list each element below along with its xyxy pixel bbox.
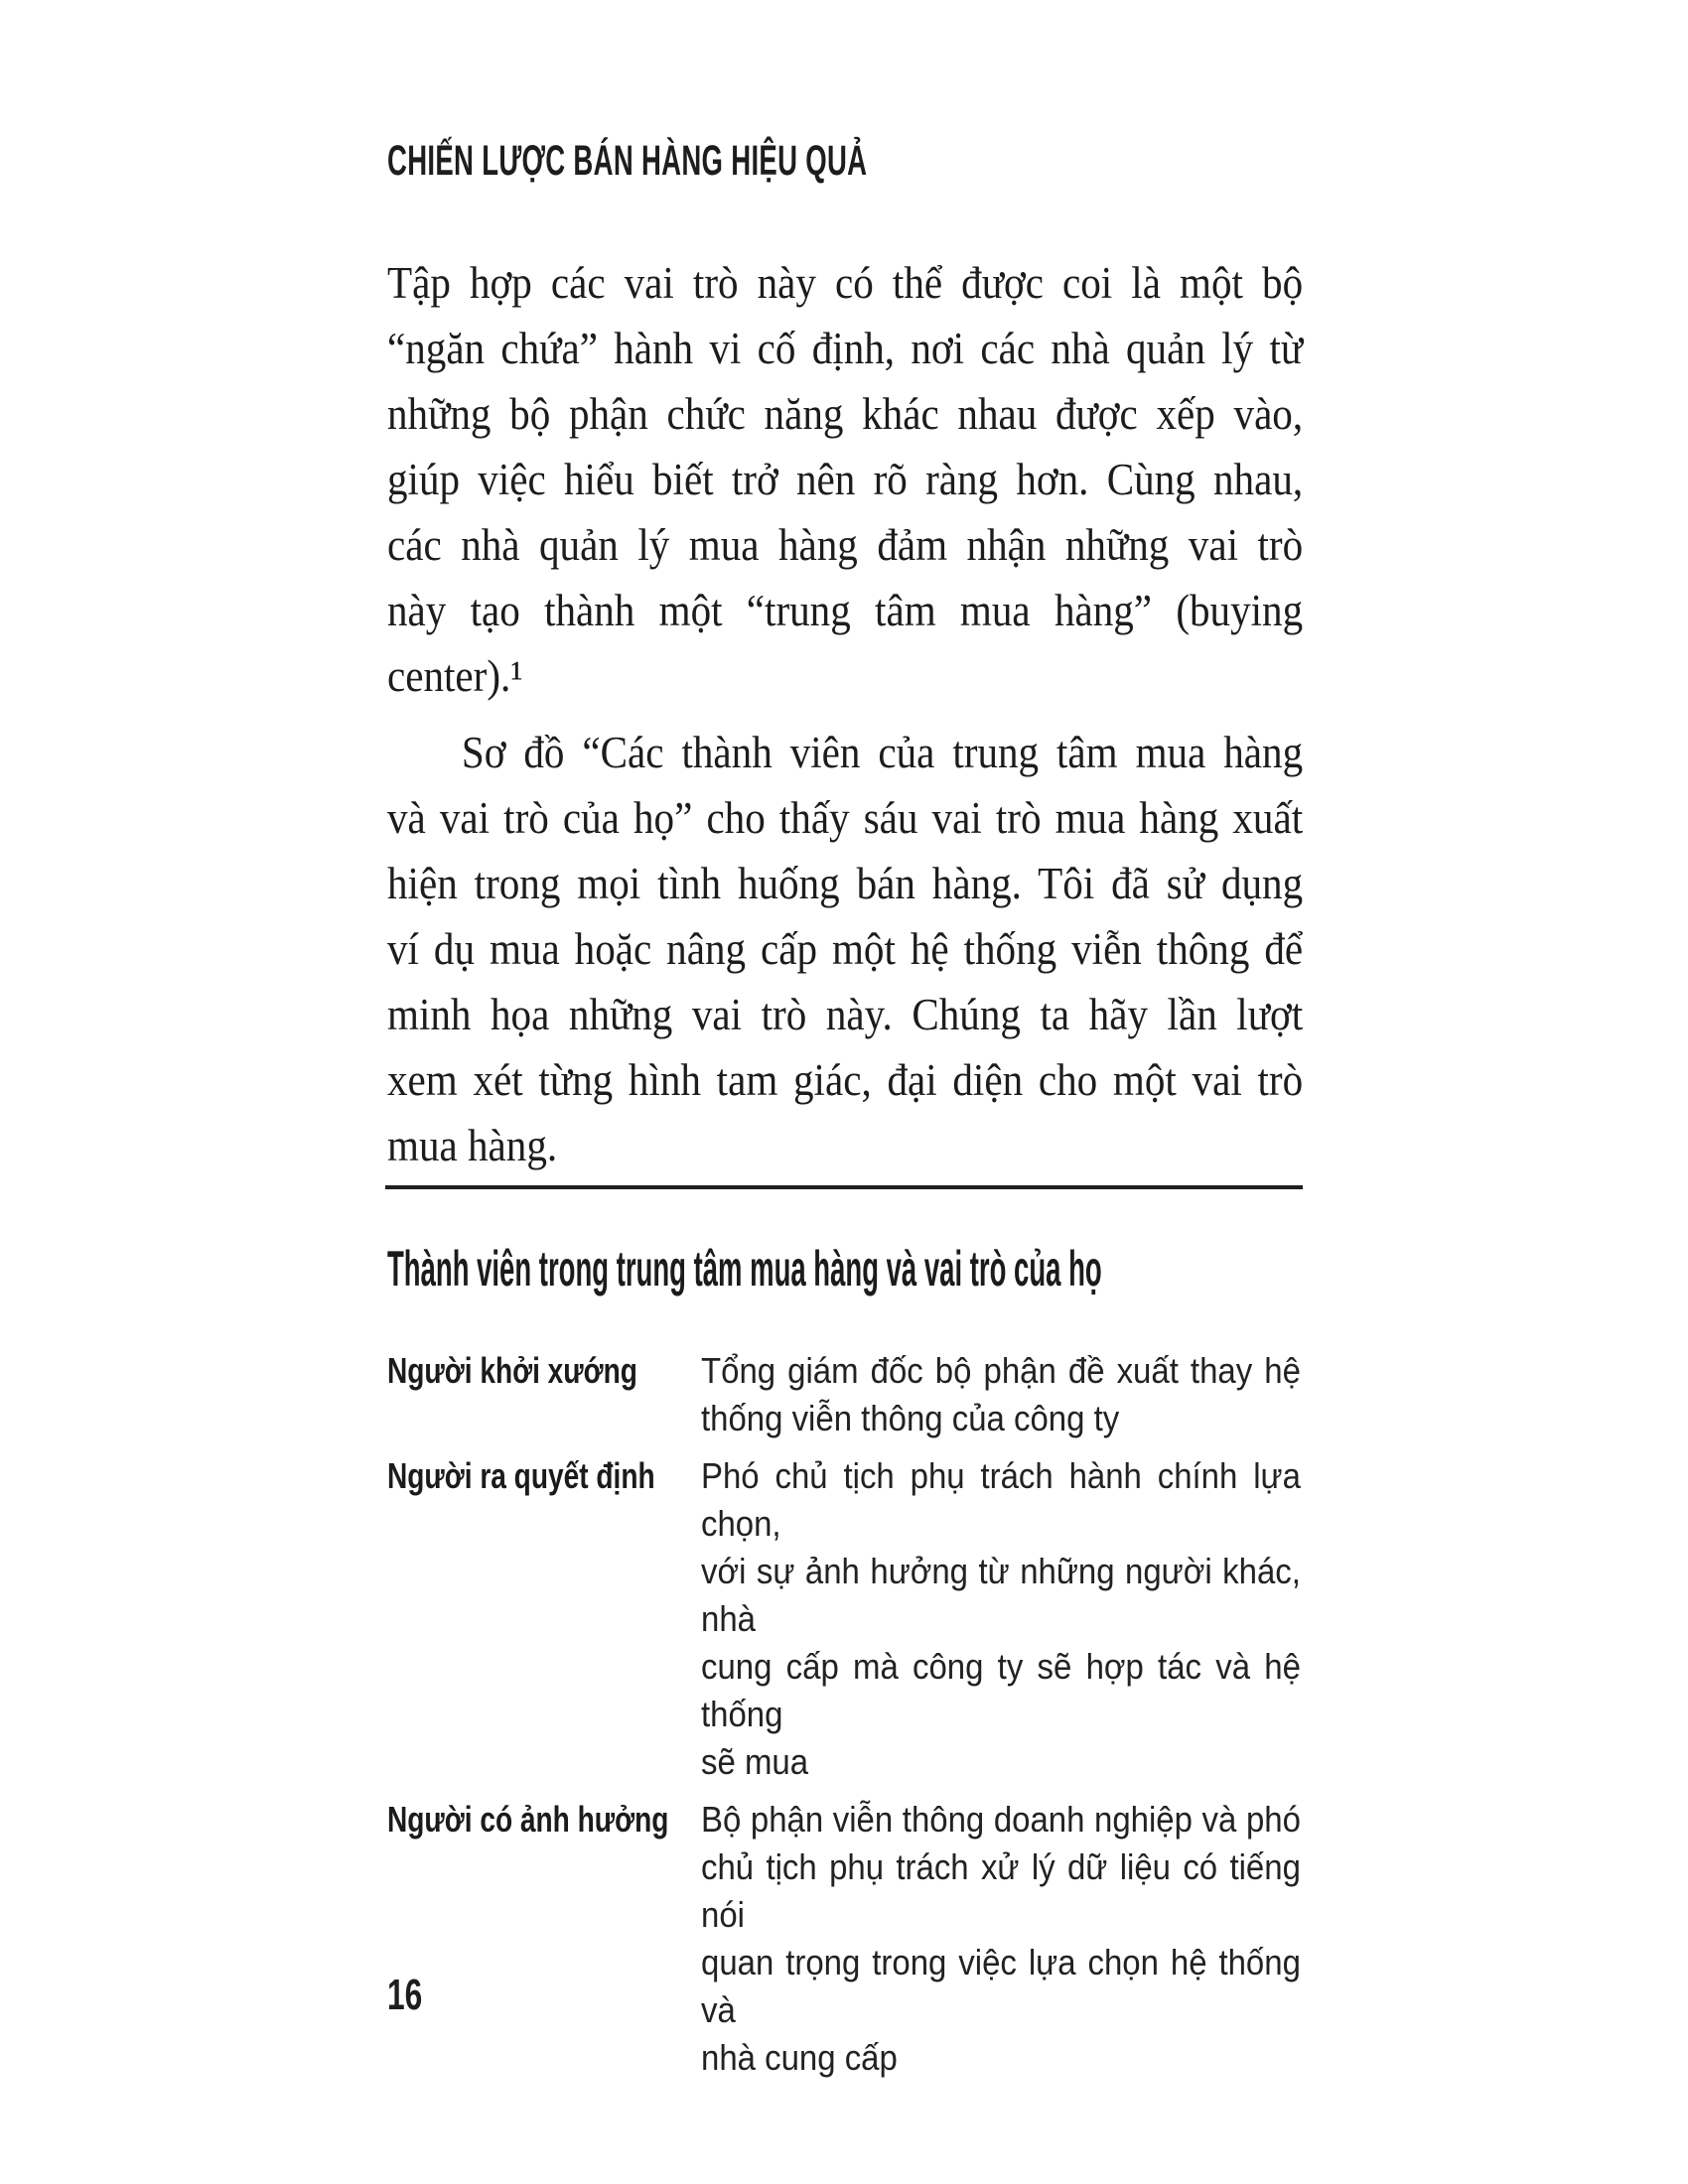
role-definition [701, 1347, 1301, 1442]
role-term: Người khởi xướng [387, 1350, 637, 1391]
table-row [387, 1796, 1360, 2082]
paragraph-2-line: xem xét từng hình tam giác, đại diện cho một vai trò [387, 1055, 1304, 1105]
paragraph-1-line: center).¹ [387, 651, 523, 701]
table-section-heading: Thành viên trong trung tâm mua hàng và vai trò của họ [387, 1241, 1102, 1297]
role-definition [701, 1796, 1301, 2082]
role-definition-line: quan trọng trong việc lựa chọn hệ thống và [701, 1942, 1301, 2030]
role-definition-line: Tổng giám đốc bộ phận đề xuất thay hệ [701, 1350, 1301, 1391]
paragraph-2-line: và vai trò của họ” cho thấy sáu vai trò mua hàng xuất [387, 793, 1304, 843]
paragraph-1-line: những bộ phận chức năng khác nhau được xếp vào, [387, 389, 1304, 439]
section-divider-rule [385, 1185, 1303, 1189]
table-row [387, 1347, 1360, 1442]
paragraph-1-line: “ngăn chứa” hành vi cố định, nơi các nhà quản lý từ [387, 324, 1304, 373]
role-definition-line: nhà cung cấp [701, 2037, 898, 2078]
role-definition-line: cung cấp mà công ty sẽ hợp tác và hệ thống [701, 1646, 1301, 1734]
paragraph-2-line: Sơ đồ “Các thành viên của trung tâm mua hàng [461, 728, 1304, 777]
page-number: 16 [387, 1971, 423, 2019]
paragraph-2-line: mua hàng. [387, 1121, 558, 1170]
table-row [387, 1452, 1360, 1786]
role-definition-line: chủ tịch phụ trách xử lý dữ liệu có tiếng nói [701, 1846, 1301, 1935]
role-term: Người ra quyết định [387, 1455, 655, 1496]
paragraph-1-line: này tạo thành một “trung tâm mua hàng” (buying [387, 586, 1304, 635]
role-definition-line: với sự ảnh hưởng từ những người khác, nhà [701, 1551, 1301, 1639]
role-definition [701, 1452, 1301, 1786]
paragraph-2-line: ví dụ mua hoặc nâng cấp một hệ thống viễn thông để [387, 924, 1304, 974]
paragraph-2 [387, 720, 1303, 1178]
role-definition-line: thống viễn thông của công ty [701, 1398, 1120, 1438]
role-term: Người có ảnh hưởng [387, 1799, 669, 1840]
paragraph-1-line: Tập hợp các vai trò này có thể được coi là một bộ [387, 258, 1304, 308]
running-header: CHIẾN LƯỢC BÁN HÀNG HIỆU QUẢ [387, 137, 868, 185]
paragraph-1-line: các nhà quản lý mua hàng đảm nhận những vai trò [387, 520, 1304, 570]
buying-center-roles-table [387, 1347, 1360, 2092]
role-definition-line: Bộ phận viễn thông doanh nghiệp và phó [701, 1799, 1301, 1840]
paragraph-2-line: hiện trong mọi tình huống bán hàng. Tôi đã sử dụng [387, 859, 1304, 908]
role-definition-line: sẽ mua [701, 1741, 809, 1782]
paragraph-1 [387, 250, 1303, 709]
paragraph-2-line: minh họa những vai trò này. Chúng ta hãy lần lượt [387, 990, 1304, 1039]
role-definition-line: Phó chủ tịch phụ trách hành chính lựa chọn, [701, 1455, 1301, 1544]
paragraph-1-line: giúp việc hiểu biết trở nên rõ ràng hơn. Cùng nhau, [387, 455, 1304, 504]
